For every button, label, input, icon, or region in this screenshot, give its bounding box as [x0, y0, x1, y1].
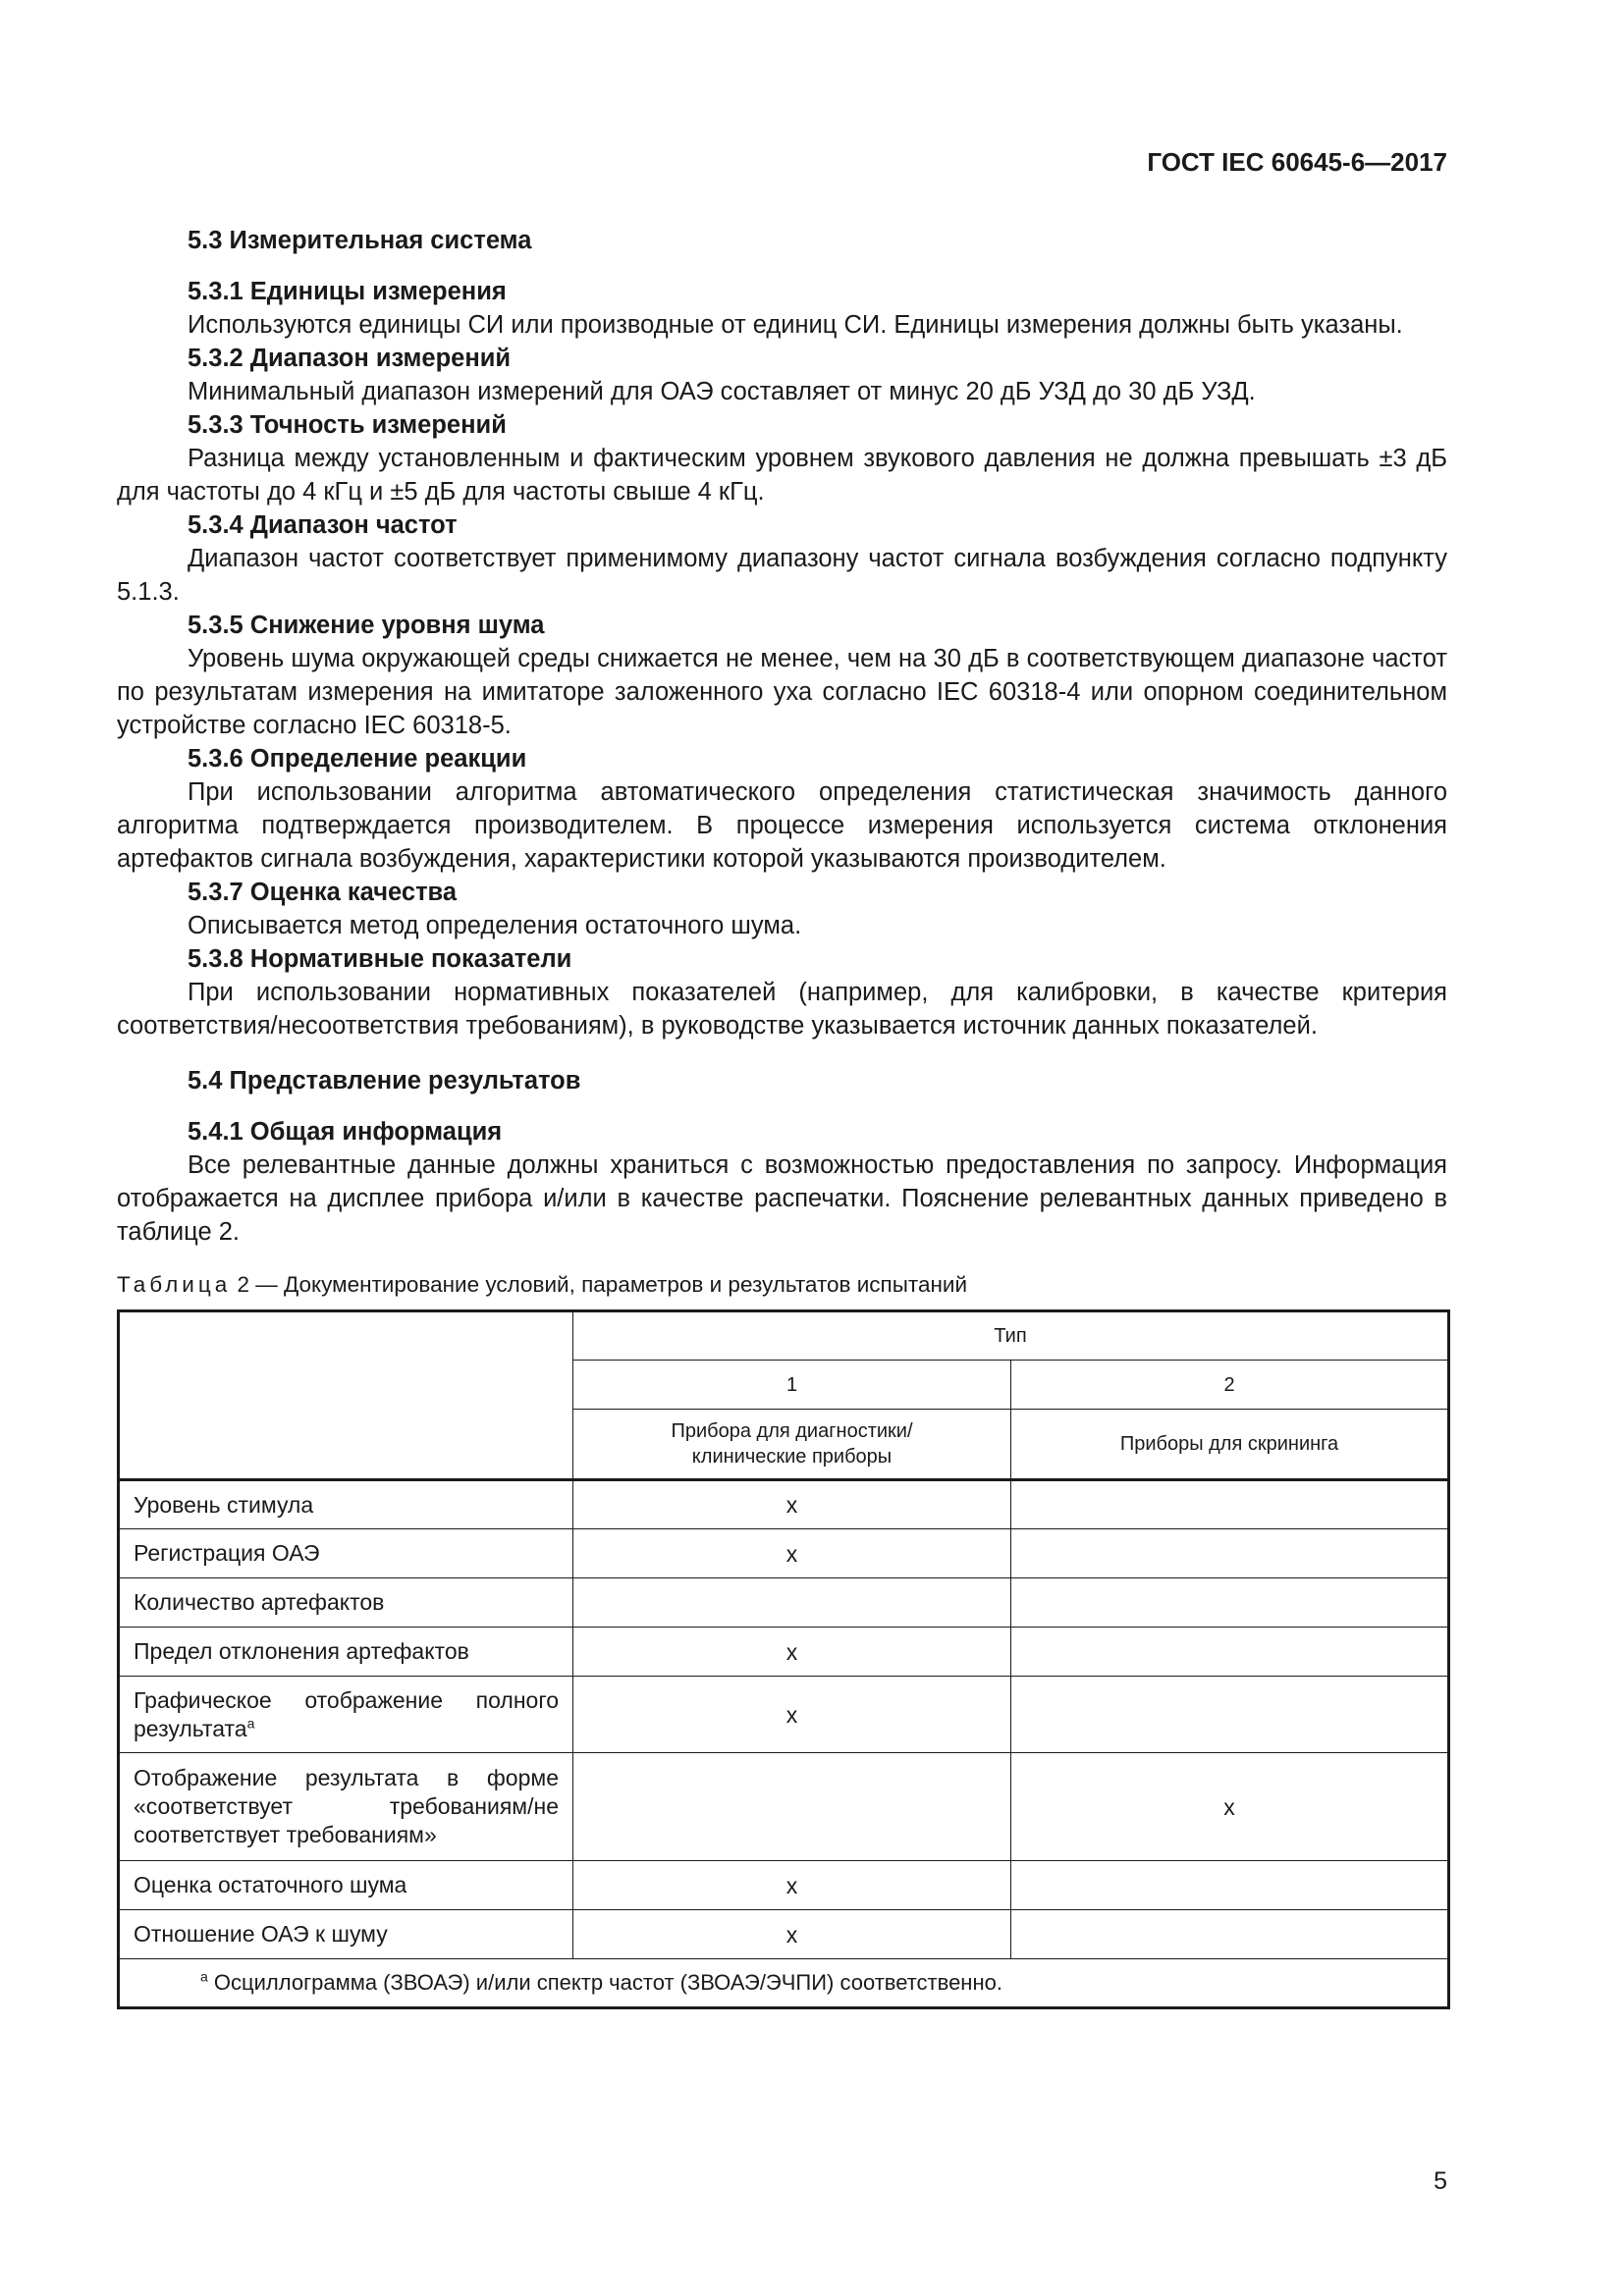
subsection-heading-5-3-8: 5.3.8 Нормативные показатели — [188, 945, 572, 973]
standard-designation: ГОСТ IEC 60645-6—2017 — [1147, 147, 1447, 177]
table-row — [119, 1910, 1449, 1959]
row-type1-mark: x — [573, 1861, 1011, 1910]
paragraph-5-3-2: Минимальный диапазон измерений для ОАЭ составляет от минус 20 дБ УЗД до 30 дБ УЗД. — [188, 378, 1256, 405]
paragraph-5-3-6: При использовании алгоритма автоматического определения статистическая значимость данного алгоритма подтверждается производителем. В процессе измерения используется система отклонения артефактов сигнала возбуждения, характеристики которой указываются производителем. — [117, 778, 1447, 873]
row-type2-mark — [1011, 1480, 1449, 1529]
row-type1-mark: x — [573, 1529, 1011, 1578]
table-type-header: Тип — [573, 1311, 1449, 1361]
table-caption-prefix: Таблица — [117, 1272, 232, 1297]
footnote-text: Осциллограмма (ЗВОАЭ) и/или спектр частот (ЗВОАЭ/ЭЧПИ) соответственно. — [207, 1970, 1002, 1995]
table-row — [119, 1480, 1449, 1529]
table-row — [119, 1578, 1449, 1628]
results-table — [117, 1309, 1450, 2009]
table-caption — [117, 1270, 1447, 1300]
subsection-heading-5-3-1: 5.3.1 Единицы измерения — [188, 278, 507, 305]
row-label: Отношение ОАЭ к шуму — [119, 1910, 573, 1959]
subsection-heading-5-3-6: 5.3.6 Определение реакции — [188, 745, 527, 773]
paragraph-5-3-7: Описывается метод определения остаточного шума. — [188, 912, 802, 939]
footnote-ref: a — [246, 1714, 255, 1731]
row-label — [119, 1677, 573, 1753]
table-col2-number: 2 — [1011, 1361, 1449, 1410]
table-caption-title: 2 — Документирование условий, параметров и результатов испытаний — [231, 1272, 968, 1297]
subsection-heading-5-3-2: 5.3.2 Диапазон измерений — [188, 345, 512, 372]
subsection-heading-5-3-7: 5.3.7 Оценка качества — [188, 879, 458, 906]
row-type1-mark: x — [573, 1480, 1011, 1529]
table-row — [119, 1677, 1449, 1753]
row-type2-mark: x — [1011, 1753, 1449, 1861]
paragraph-5-3-3: Разница между установленным и фактическим уровнем звукового давления не должна превышать ±3 дБ для частоты до 4 кГц и ±5 дБ для частоты свыше 4 кГц. — [117, 445, 1447, 506]
row-label: Количество артефактов — [119, 1578, 573, 1628]
paragraph-5-3-4: Диапазон частот соответствует применимому диапазону частот сигнала возбуждения согласно подпункту 5.1.3. — [117, 545, 1447, 606]
table-col1-number: 1 — [573, 1361, 1011, 1410]
row-label: Отображение результата в форме «соответствует требованиям/не соответствует требованиям» — [119, 1753, 573, 1861]
row-type1-mark: x — [573, 1910, 1011, 1959]
paragraph-5-4-1: Все релевантные данные должны храниться с возможностью предоставления по запросу. Информация отображается на дисплее прибора и/или в качестве распечатки. Пояснение релевантных данных приведено в таблице 2. — [117, 1151, 1447, 1246]
table-col1-name: Прибора для диагностики/ клинические приборы — [573, 1410, 1011, 1480]
subsection-heading-5-3-3: 5.3.3 Точность измерений — [188, 411, 507, 439]
subsection-heading-5-3-5: 5.3.5 Снижение уровня шума — [188, 612, 545, 639]
subsection-heading-5-4-1: 5.4.1 Общая информация — [188, 1118, 503, 1146]
row-type2-mark — [1011, 1910, 1449, 1959]
row-type1-mark — [573, 1578, 1011, 1628]
table-footnote — [119, 1959, 1449, 2008]
row-type2-mark — [1011, 1628, 1449, 1677]
paragraph-5-3-8: При использовании нормативных показателей (например, для калибровки, в качестве критерия соответствия/несоответствия требованиям), в руководстве указывается источник данных показателей. — [117, 979, 1447, 1040]
footnote-mark: a — [200, 1968, 208, 1985]
section-heading-5-3: 5.3 Измерительная система — [188, 227, 532, 254]
row-type1-mark: x — [573, 1628, 1011, 1677]
row-label: Уровень стимула — [119, 1480, 573, 1529]
row-label: Оценка остаточного шума — [119, 1861, 573, 1910]
row-type2-mark — [1011, 1529, 1449, 1578]
table-row — [119, 1861, 1449, 1910]
paragraph-5-3-5: Уровень шума окружающей среды снижается не менее, чем на 30 дБ в соответствующем диапазоне частот по результатам измерения на имитаторе заложенного уха согласно IEC 60318-4 или опорном соединительном устройстве согласно IEC 60318-5. — [117, 645, 1447, 739]
table-col2-name: Приборы для скрининга — [1011, 1410, 1449, 1480]
document-body — [117, 224, 1447, 2009]
row-type1-mark: x — [573, 1677, 1011, 1753]
table-row — [119, 1628, 1449, 1677]
section-heading-5-4: 5.4 Представление результатов — [188, 1067, 581, 1095]
table-row — [119, 1529, 1449, 1578]
table-row — [119, 1753, 1449, 1861]
table-corner-cell — [119, 1311, 573, 1480]
paragraph-5-3-1: Используются единицы СИ или производные от единиц СИ. Единицы измерения должны быть указаны. — [188, 311, 1403, 339]
row-label: Регистрация ОАЭ — [119, 1529, 573, 1578]
row-type2-mark — [1011, 1861, 1449, 1910]
row-type2-mark — [1011, 1677, 1449, 1753]
row-type1-mark — [573, 1753, 1011, 1861]
subsection-heading-5-3-4: 5.3.4 Диапазон частот — [188, 511, 458, 539]
row-type2-mark — [1011, 1578, 1449, 1628]
row-label: Предел отклонения артефактов — [119, 1628, 573, 1677]
page-number: 5 — [1434, 2167, 1447, 2195]
row-label-text: Графическое отображение полного результата — [134, 1686, 559, 1741]
